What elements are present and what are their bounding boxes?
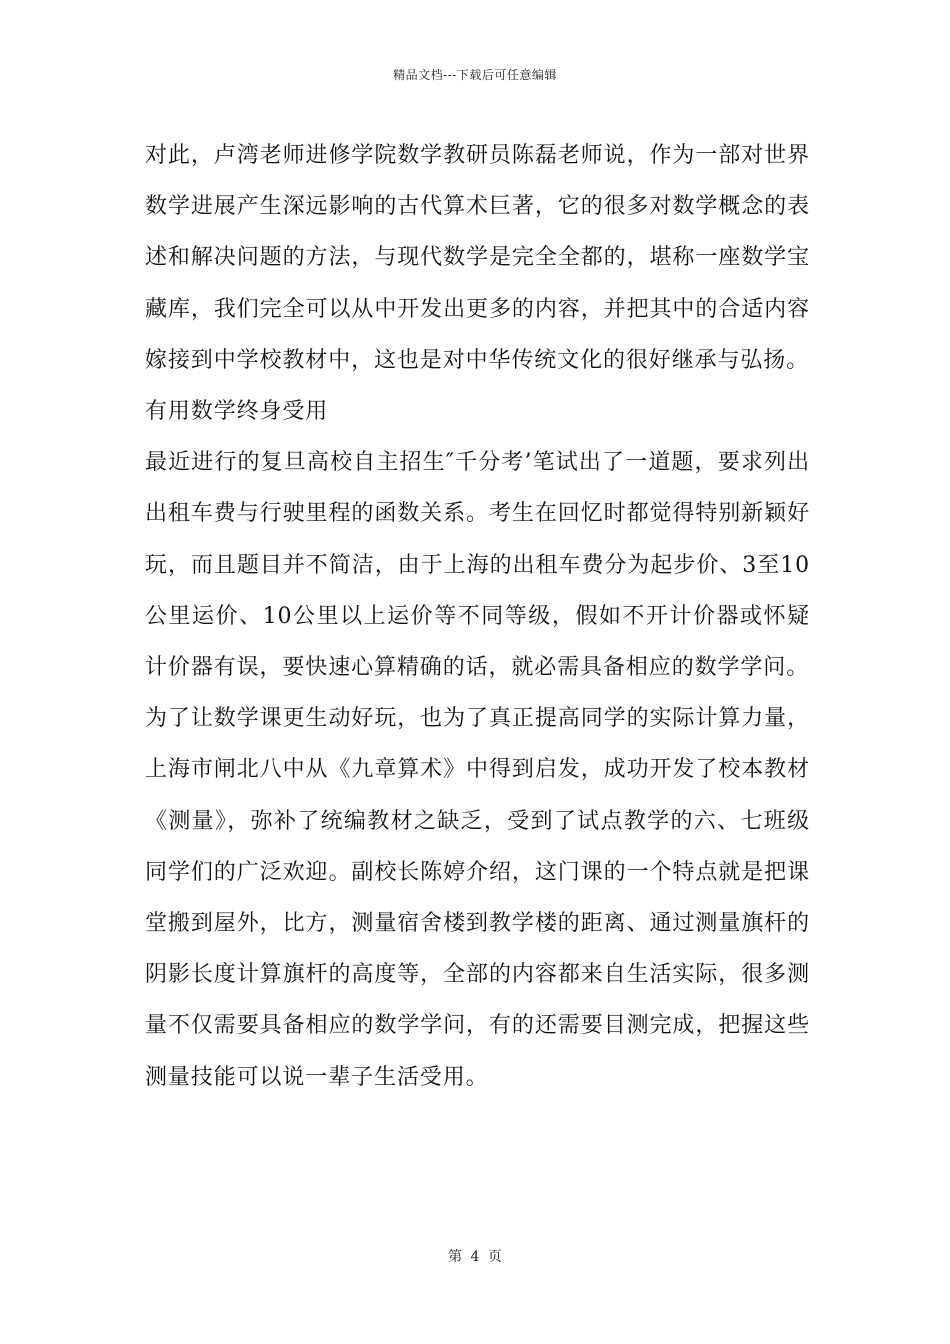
- section-heading: 有用数学终身受用: [145, 399, 329, 425]
- paragraph-fudan-exam: 最近进行的复旦高校自主招生″千分考’笔试出了一道题，要求列出出租车费与行驶里程的函数关系。考生在回忆时都觉得特别新颖好玩，而且题目并不简洁，由于上海的出租车费分为起步价、3至10公里运价、10公里以上运价等不同等级，假如不开计价器或怀疑计价器有误，要快速心算精确的话，就必需具备相应的数学学问。: [145, 450, 810, 681]
- page-number: 第 4 页: [448, 1249, 502, 1265]
- paragraph-zhabei-school: 为了让数学课更生动好玩，也为了真正提高同学的实际计算力量，上海市闸北八中从《九章算术》中得到启发，成功开发了校本教材《测量》，弥补了统编教材之缺乏，受到了试点教学的六、七班级同学们的广泛欢迎。副校长陈婷介绍，这门课的一个特点就是把课堂搬到屋外，比方，测量宿舍楼到教学楼的距离、通过测量旗杆的阴影长度计算旗杆的高度等，全部的内容都来自生活实际，很多测量不仅需要具备相应的数学学问，有的还需要目测完成，把握这些测量技能可以说一辈子生活受用。: [145, 706, 810, 1090]
- paragraph-chen-lei-comment: 对此，卢湾老师进修学院数学教研员陈磊老师说，作为一部对世界数学进展产生深远影响的古代算术巨著，它的很多对数学概念的表述和解决问题的方法，与现代数学是完全全都的，堪称一座数学宝藏库，我们完全可以从中开发出更多的内容，并把其中的合适内容嫁接到中学校教材中，这也是对中华传统文化的很好继承与弘扬。: [145, 143, 810, 373]
- document-body: [145, 130, 810, 1103]
- page-header: 精品文档---下载后可任意编辑: [393, 68, 557, 82]
